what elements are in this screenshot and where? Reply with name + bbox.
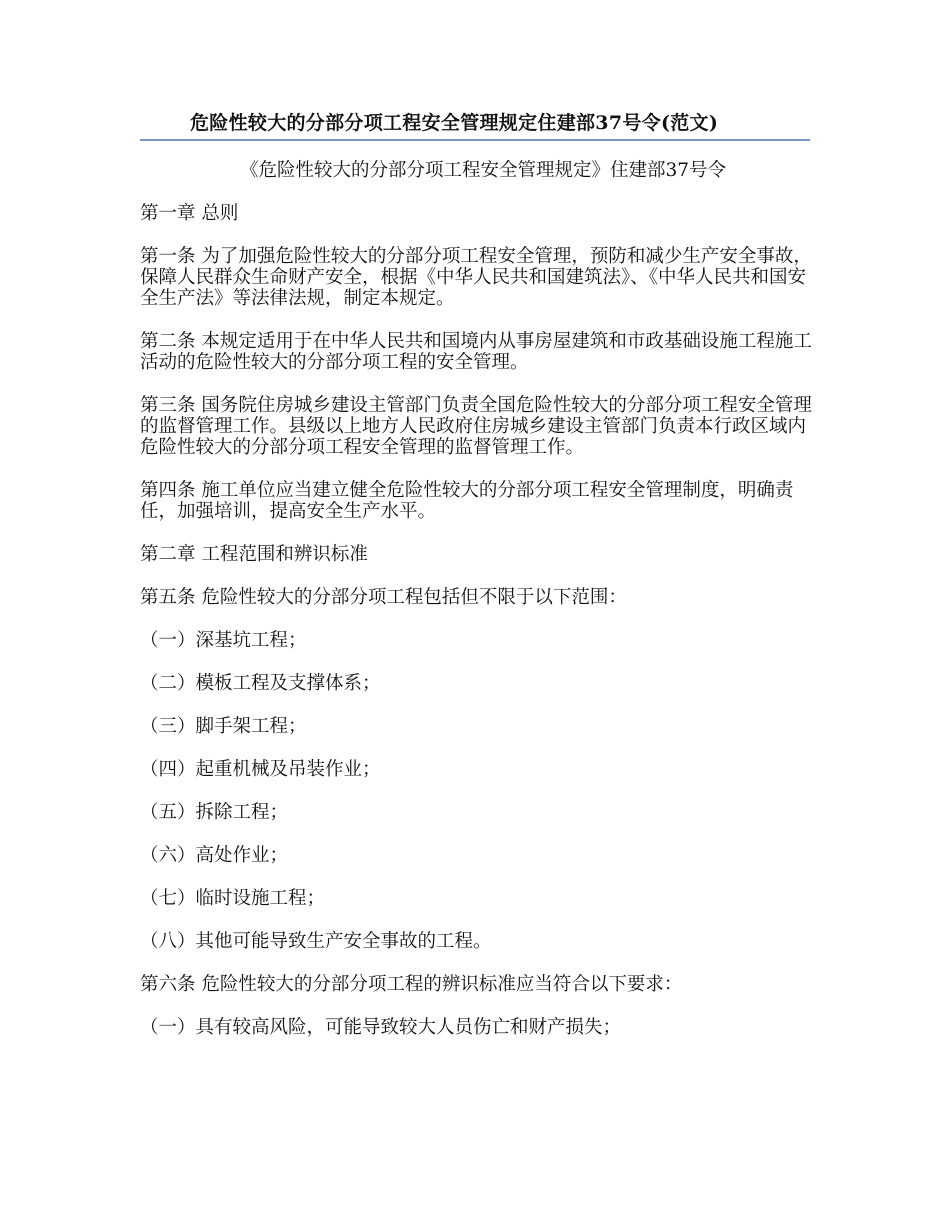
list-item: （七）临时设施工程；: [140, 888, 326, 909]
list-item: （一）具有较高风险，可能导致较大人员伤亡和财产损失；: [140, 1017, 622, 1038]
article-paragraph: 第三条 国务院住房城乡建设主管部门负责全国危险性较大的分部分项工程安全管理的监督管理工作。县级以上地方人民政府住房城乡建设主管部门负责本行政区域内危险性较大的分部分项工程安全管理的监督管理工作。: [140, 395, 812, 458]
document-subtitle: 《危险性较大的分部分项工程安全管理规定》住建部37号令: [239, 160, 727, 181]
list-item: （四）起重机械及吊装作业；: [140, 759, 381, 780]
document-body: [140, 160, 812, 1060]
list-item: （一）深基坑工程；: [140, 630, 307, 651]
article-paragraph: 第二条 本规定适用于在中华人民共和国境内从事房屋建筑和市政基础设施工程施工活动的危险性较大的分部分项工程的安全管理。: [140, 331, 812, 373]
chapter-heading: 第一章 总则: [140, 203, 239, 224]
list-item: （二）模板工程及支撑体系；: [140, 673, 381, 694]
chapter-heading: 第二章 工程范围和辨识标准: [140, 544, 368, 565]
list-item: （六）高处作业；: [140, 845, 289, 866]
list-item: （五）拆除工程；: [140, 802, 289, 823]
list-item: （三）脚手架工程；: [140, 716, 307, 737]
article-paragraph: 第一条 为了加强危险性较大的分部分项工程安全管理，预防和减少生产安全事故，保障人民群众生命财产安全，根据《中华人民共和国建筑法》、《中华人民共和国安全生产法》等法律法规，制定本规定。: [140, 246, 812, 309]
article-paragraph: 第五条 危险性较大的分部分项工程包括但不限于以下范围：: [140, 587, 627, 608]
article-paragraph: 第六条 危险性较大的分部分项工程的辨识标准应当符合以下要求：: [140, 974, 683, 995]
title-underline: [140, 139, 810, 141]
article-paragraph: 第四条 施工单位应当建立健全危险性较大的分部分项工程安全管理制度，明确责任，加强培训，提高安全生产水平。: [140, 480, 794, 522]
list-item: （八）其他可能导致生产安全事故的工程。: [140, 931, 492, 952]
document-title: 危险性较大的分部分项工程安全管理规定住建部37号令(范文): [190, 112, 719, 134]
